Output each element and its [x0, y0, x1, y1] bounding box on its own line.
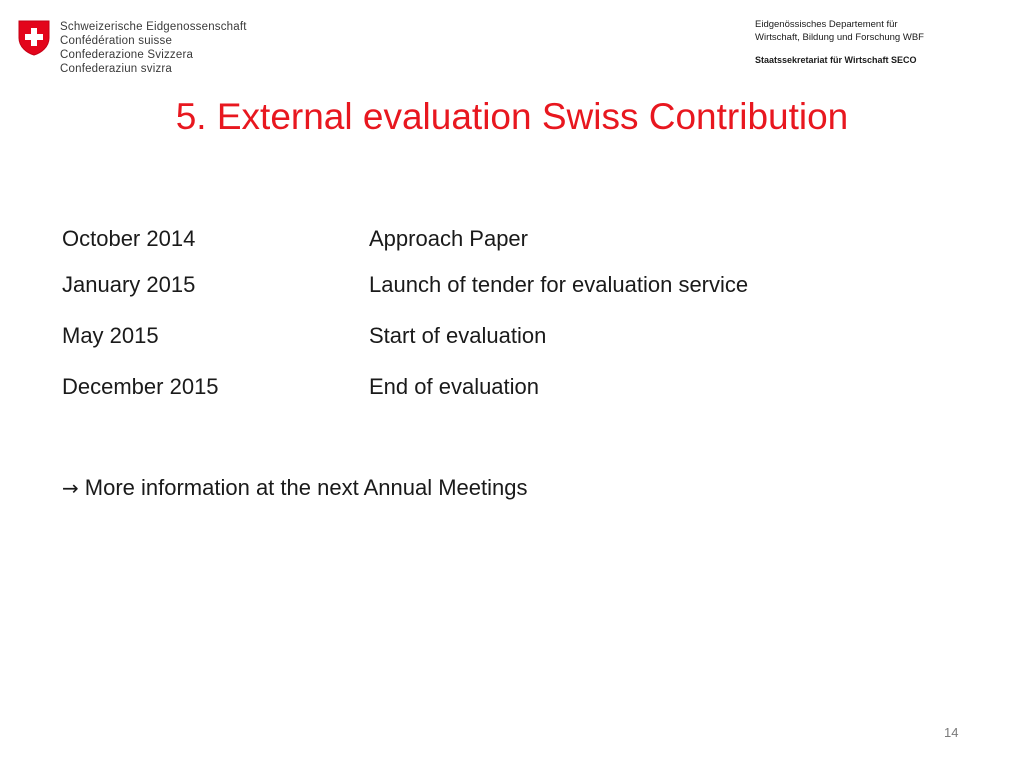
timeline-date: May 2015 — [62, 323, 159, 348]
timeline-row — [62, 226, 922, 272]
timeline-row — [62, 374, 922, 414]
slide-title: 5. External evaluation Swiss Contribution — [175, 96, 849, 137]
confederation-name-rm: Confederaziun svizra — [60, 63, 173, 75]
right-arrow-icon: → — [62, 476, 79, 500]
timeline-event: Approach Paper — [369, 226, 528, 251]
timeline-date: December 2015 — [62, 374, 219, 399]
timeline-date: January 2015 — [62, 272, 196, 297]
swiss-shield-icon — [18, 20, 50, 56]
page-number: 14 — [944, 725, 959, 740]
timeline-row — [62, 323, 922, 374]
timeline-row — [62, 272, 922, 323]
more-info-text: More information at the next Annual Meetings — [84, 475, 528, 500]
timeline-event: Launch of tender for evaluation service — [369, 272, 749, 297]
swiss-confederation-logo — [18, 20, 247, 76]
timeline-date: October 2014 — [62, 226, 196, 251]
confederation-name-de: Schweizerische Eidgenossenschaft — [60, 21, 247, 33]
confederation-names — [60, 20, 247, 76]
timeline-event: End of evaluation — [369, 374, 540, 399]
confederation-name-it: Confederazione Svizzera — [60, 49, 194, 61]
confederation-name-fr: Confédération suisse — [60, 35, 173, 47]
timeline-event: Start of evaluation — [369, 323, 547, 348]
department-info — [755, 18, 924, 67]
more-info-note — [62, 475, 527, 501]
department-line-1: Eidgenössisches Departement für — [755, 19, 898, 30]
timeline-table — [62, 226, 922, 414]
secretariat-label: Staatssekretariat für Wirtschaft SECO — [755, 55, 917, 65]
department-line-2: Wirtschaft, Bildung und Forschung WBF — [755, 32, 924, 43]
